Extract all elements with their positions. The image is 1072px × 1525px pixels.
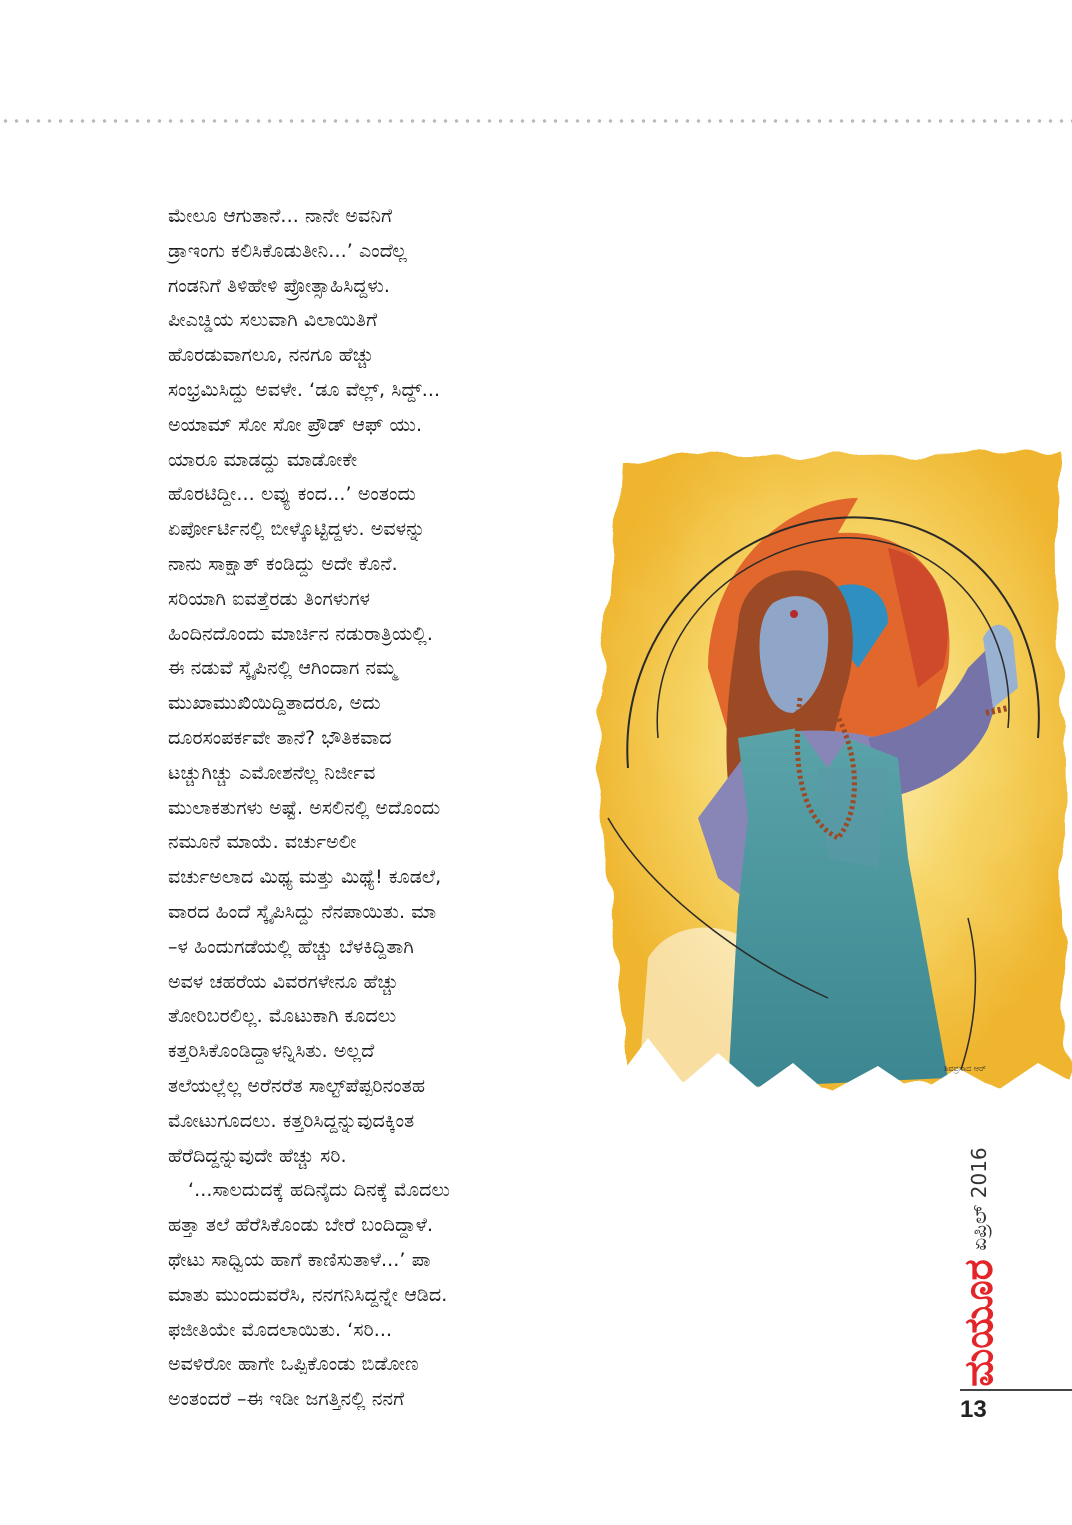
text-line: ನಮೂನೆ ಮಾಯೆ. ವರ್ಚುಅಲೀ (168, 831, 357, 854)
sidebar-masthead (956, 1120, 1002, 1387)
text-line: ಕತ್ತರಿಸಿಕೊಂಡಿದ್ದಾಳನ್ನಿಸಿತು. ಅಲ್ಲದೆ (168, 1040, 375, 1063)
story-illustration (588, 438, 1072, 1098)
folio-rule (960, 1389, 1072, 1391)
text-line: ಅಂತಂದರೆ –ಈ ಇಡೀ ಜಗತ್ತಿನಲ್ಲಿ ನನಗೆ (168, 1388, 405, 1411)
illustration-artwork (588, 438, 1072, 1098)
text-line: ದೂರಸಂಪರ್ಕವೇ ತಾನೆ? ಭೌತಿಕವಾದ (168, 726, 392, 749)
text-line: –ಳ ಹಿಂದುಗಡೆಯಲ್ಲಿ ಹೆಚ್ಚು ಬೆಳಕಿದ್ದಿತಾಗಿ (168, 935, 414, 958)
text-line: ಅವಳಿರೋ ಹಾಗೇ ಒಪ್ಪಿಕೊಂಡು ಬಿಡೋಣ (168, 1353, 419, 1376)
page-number: 13 (960, 1396, 987, 1423)
text-line: ಹಿಂದಿನದೊಂದು ಮಾರ್ಚಿನ ನಡುರಾತ್ರಿಯಲ್ಲಿ. (168, 622, 434, 645)
text-line: ಮಾತು ಮುಂದುವರೆಸಿ, ನನಗನಿಸಿದ್ದನ್ನೇ ಆಡಿದ. (168, 1283, 448, 1306)
text-line: ಅಯಾಮ್ ಸೋ ಸೋ ಪ್ರೌಡ್ ಆಫ್ ಯು. (168, 413, 423, 436)
text-line: ಟಚ್ಚುಗಿಚ್ಚು ಎಮೋಶನೆಲ್ಲ ನಿರ್ಜೀವ (168, 761, 376, 784)
text-line: ಗಂಡನಿಗೆ ತಿಳಿಹೇಳಿ ಪ್ರೋತ್ಸಾಹಿಸಿದ್ದಳು. (168, 274, 391, 297)
text-line: ಪೀಎಚ್ಡಿಯ ಸಲುವಾಗಿ ವಿಲಾಯಿತಿಗೆ (168, 309, 378, 332)
text-line: ಫಜೀತಿಯೇ ಮೊದಲಾಯಿತು. ‘ಸರಿ... (168, 1318, 393, 1341)
top-dotted-rule (0, 118, 1072, 124)
text-line: ‘...ಸಾಲದುದಕ್ಕೆ ಹದಿನೈದು ದಿನಕ್ಕೆ ಮೊದಲು (188, 1179, 451, 1202)
text-line: ಹೆರೆದಿದ್ದನ್ನುವುದೇ ಹೆಚ್ಚು ಸರಿ. (168, 1144, 347, 1167)
text-line: ಮೇಲೂ ಆಗುತಾನೆ... ನಾನೇ ಅವನಿಗೆ (168, 205, 393, 227)
text-line: ಥೇಟು ಸಾಧ್ವಿಯ ಹಾಗೆ ಕಾಣಿಸುತಾಳೆ...’ ಪಾ (168, 1248, 431, 1271)
text-line: ಮೋಟುಗೂದಲು. ಕತ್ತರಿಸಿದ್ದನ್ನುವುದಕ್ಕಿಂತ (168, 1109, 415, 1132)
text-line: ಮುಲಾಕತುಗಳು ಅಷ್ಟೆ. ಅಸಲಿನಲ್ಲಿ ಅದೊಂದು (168, 796, 441, 819)
issue-date: ಏಪ್ರಿಲ್ 2016 (967, 1147, 991, 1251)
text-line: ತಲೆಯಲ್ಲೆಲ್ಲ ಅರೆನರೆತ ಸಾಲ್ಟ್‌ಪೆಪ್ಪರಿನಂತಹ (168, 1074, 426, 1097)
text-line: ಯಾರೂ ಮಾಡದ್ದು ಮಾಡೋಕೇ (168, 448, 358, 471)
text-line: ಹೊರಟಿದ್ದೀ... ಲವ್ಯು ಕಂದ...’ ಅಂತಂದು (168, 483, 416, 506)
text-line: ಹೊರಡುವಾಗಲೂ, ನನಗೂ ಹೆಚ್ಚು (168, 344, 374, 367)
text-line: ತೋರಿಬರಲಿಲ್ಲ. ಮೊಟುಕಾಗಿ ಕೂದಲು (168, 1005, 397, 1028)
text-line: ಹತ್ತಾ ತಲೆ ಹೆರೆಸಿಕೊಂಡು ಬೇರೆ ಬಂದಿದ್ದಾಳೆ. (168, 1214, 434, 1237)
text-line: ವಾರದ ಹಿಂದೆ ಸ್ಕೈಪಿಸಿದ್ದು ನೆನಪಾಯಿತು. ಮಾ (168, 900, 437, 923)
text-line: ನಾನು ಸಾಕ್ಷಾತ್ ಕಂಡಿದ್ದು ಅದೇ ಕೊನೆ. (168, 552, 398, 575)
text-line: ಡ್ರಾಇಂಗು ಕಲಿಸಿಕೊಡುತೀನಿ...’ ಎಂದೆಲ್ಲ (168, 239, 407, 262)
text-line: ಏರ್ಪೋರ್ಟಿನಲ್ಲಿ ಬೀಳ್ಕೊಟ್ಟಿದ್ದಳು. ಅವಳನ್ನು (168, 518, 426, 541)
text-line: ಅವಳ ಚಹರೆಯ ವಿವರಗಳೇನೂ ಹೆಚ್ಚು (168, 970, 399, 993)
text-line: ವರ್ಚುಅಲಾದ ಮಿಥ್ಯ ಮತ್ತು ಮಿಥ್ಯೆ! ಕೂಡಲೆ, (168, 866, 442, 889)
illustrator-signature: ಶಿವಪ್ರಸಾದ ಆರ್ (944, 1064, 986, 1073)
text-line: ಸಂಭ್ರಮಿಸಿದ್ದು ಅವಳೇ. ‘ಡೂ ವೆಲ್ಲ್, ಸಿದ್ದ್... (168, 378, 441, 401)
text-line: ಈ ನಡುವೆ ಸ್ಕೈಪಿನಲ್ಲಿ ಆಗಿಂದಾಗ ನಮ್ಮ (168, 657, 397, 680)
story-text-column (168, 199, 588, 1417)
text-line: ಮುಖಾಮುಖಿಯಿದ್ದಿತಾದರೂ, ಅದು (168, 692, 381, 715)
magazine-logo: ಮಯೂರ (956, 1259, 1002, 1387)
text-line: ಸರಿಯಾಗಿ ಐವತ್ತೆರಡು ತಿಂಗಳುಗಳ (168, 587, 371, 610)
